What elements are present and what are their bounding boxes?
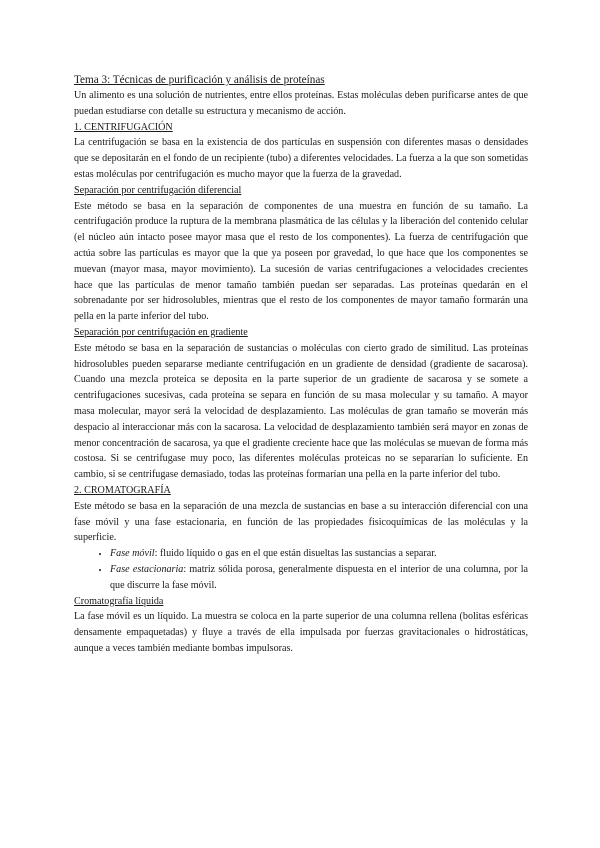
term-fase-movil: Fase móvil [110,548,155,560]
subheading-centrifugacion-diferencial: Separación por centrifugación diferencial [74,184,242,196]
intro-paragraph: Un alimento es una solución de nutrientes, entre ellos proteínas. Estas moléculas deben purificarse antes de que puedan estudiarse con detalle su estructura y mecanismo de acción. [74,90,528,117]
diferencial-paragraph: Este método se basa en la separación de componentes de una muestra en función de su tamaño. La centrifugación produce la ruptura de la membrana plasmática de las células y la liberación del contenido celular (el núcleo aún intacto posee mayor masa que el resto de los componentes). La fuerza de centrifugación que actúa sobre las partículas es mayor que la que ya poseen por gravedad, lo que hace que los componentes se muevan (mayor masa, mayor movimiento). La sucesión de varias centrifugaciones a velocidades crecientes hace que las partículas de menor tamaño también puedan ser separadas. Las proteínas quedarán en el sobrenadante por ser hidrosolubles, mientras que el resto de los componentes de mayor tamaño formarán una pella en la parte inferior del tubo. [74,200,528,323]
list-item [110,546,528,562]
page-title: Tema 3: Técnicas de purificación y análisis de proteínas [74,74,325,86]
term-fase-estacionaria: Fase estacionaria [110,563,184,575]
cromatografia-paragraph: Este método se basa en la separación de una mezcla de sustancias en base a su interacción diferencial con una fase móvil y una fase estacionaria, en función de las propiedades fisicoquímicas de las moléculas y la superficie. [74,500,528,544]
section-heading-centrifugacion: 1. CENTRIFUGACIÓN [74,121,173,133]
phase-list [74,546,528,593]
liquida-paragraph: La fase móvil es un líquido. La muestra se coloca en la parte superior de una columna rellena (bolitas esféricas densamente empaquetadas) y fluye a través de ella impulsada por fuerzas gravitacionales o hidrostáticas, aunque a veces también mediante bombas impulsoras. [74,611,528,654]
term-description: : fluido líquido o gas en el que están disueltas las sustancias a separar. [154,548,437,560]
subheading-centrifugacion-gradiente: Separación por centrifugación en gradiente [74,326,248,338]
centrifugacion-paragraph: La centrifugación se basa en la existencia de dos partículas en suspensión con diferentes masas o densidades que se depositarán en el fondo de un recipiente (tubo) a diferentes velocidades. La fuerza a la que son sometidas estas moléculas por centrifugación es mucho mayor que la fuerza de la gravedad. [74,137,528,180]
subheading-cromatografia-liquida: Cromatografía líquida [74,595,164,607]
section-heading-cromatografia: 2. CROMATOGRAFÍA [74,484,171,496]
list-item [110,562,528,594]
document-page [74,72,528,657]
term-description: : matriz sólida porosa, generalmente dispuesta en el interior de una columna, por la que discurre la fase móvil. [110,563,529,591]
gradiente-paragraph: Este método se basa en la separación de sustancias o moléculas con cierto grado de similitud. Las proteínas hidrosolubles pueden separarse mediante centrifugación en un gradiente de densidad (gradiente de sacarosa). Cuando una mezcla proteica se deposita en la parte superior de un gradiente de sacarosa y se somete a centrifugaciones sucesivas, cada proteína se separa en función de su masa molecular y su tamaño. A mayor masa molecular, mayor será la velocidad de desplazamiento. Las moléculas de gran tamaño se moverán más despacio al interaccionar más con la sacarosa. La velocidad de desplazamiento también será mayor en zonas de menor concentración de sacarosa, ya que el gradiente creciente hace que las moléculas se muevan de forma más costosa. Si se centrifugase muy poco, las diferentes moléculas proteicas no se separarían lo suficiente. En cambio, si se centrifugase demasiado, todas las proteínas formarían una pella en la parte inferior del tubo. [74,342,528,481]
